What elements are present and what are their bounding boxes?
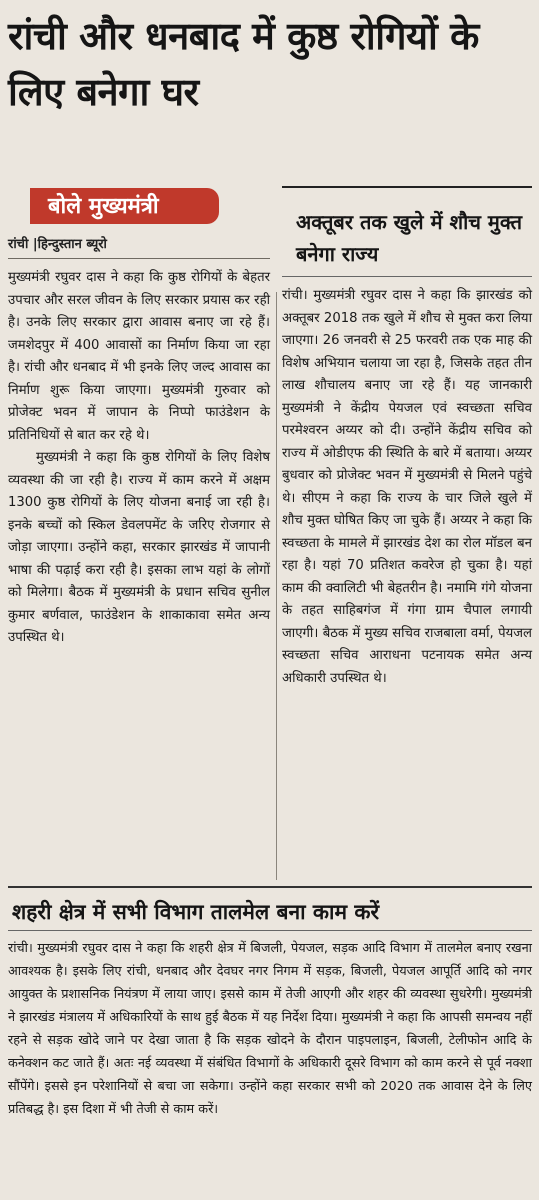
left-paragraph-1: मुख्यमंत्री रघुवर दास ने कहा कि कुष्ठ रोगियों के बेहतर उपचार और सरल जीवन के लिए सरकार प्रयास कर रही है। उनके लिए सरकार द्वारा आवास बनाए जा रहे हैं। जमशेदपुर में 400 आवासों का निर्माण किया जा रहा है। रांची और धनबाद में भी इनके लिए जल्द आवास का निर्माण शुरू किया जाएगा। मुख्यमंत्री गुरुवार को प्रोजेक्ट भवन में जापान के निप्पो फाउंडेशन के प्रतिनिधियों से बात कर रहे थे। bbox=[8, 270, 270, 443]
headline: रांची और धनबाद में कुष्ठ रोगियों के लिए बनेगा घर bbox=[8, 14, 479, 114]
box-top-rule bbox=[282, 186, 532, 188]
bottom-story-title: शहरी क्षेत्र में सभी विभाग तालमेल बना काम करें bbox=[12, 900, 380, 924]
bottom-story bbox=[8, 894, 532, 1121]
column-divider bbox=[276, 292, 277, 880]
box-title-rule bbox=[282, 276, 532, 277]
left-paragraph-2: मुख्यमंत्री ने कहा कि कुष्ठ रोगियों के लिए विशेष व्यवस्था की जा रही है। राज्य में काम करने में अक्षम 1300 कुष्ठ रोगियों के लिए योजना बनाई जा रही है। इनके बच्चों को स्किल डेवलपमेंट के जरिए रोजगार से जोड़ा जाएगा। उन्होंने कहा, सरकार झारखंड में जापानी भाषा की पढ़ाई करा रही है। इसका लाभ यहां के लोगों को मिलेगा। बैठक में मुख्यमंत्री के प्रधान सचिव सुनील कुमार बर्णवाल, फाउंडेशन के शाकाकावा समेत अन्य उपस्थित थे। bbox=[8, 450, 270, 645]
section-label: बोले मुख्यमंत्री bbox=[30, 188, 219, 224]
right-column bbox=[282, 186, 532, 881]
byline: रांची |हिन्दुस्तान ब्यूरो bbox=[8, 234, 270, 259]
left-column bbox=[8, 186, 270, 881]
bottom-title-rule bbox=[8, 930, 532, 931]
bottom-story-body: रांची। मुख्यमंत्री रघुवर दास ने कहा कि शहरी क्षेत्र में बिजली, पेयजल, सड़क आदि विभाग में तालमेल बनाए रखना आवश्यक है। इसके लिए रांची, धनबाद और देवघर नगर निगम में सड़क, बिजली, पेयजल आपूर्ति आदि को नगर आयुक्त के प्रशासनिक नियंत्रण में लाया जाए। इससे काम में तेजी आएगी और शहर की व्यवस्था सुधरेगी। मुख्यमंत्री ने झारखंड मंत्रालय में अधिकारियों के साथ हुई बैठक में यह निर्देश दिया। मुख्यमंत्री ने कहा कि आपसी समन्वय नहीं रहने से सड़क खोदे जाने पर देखा जाता है कि सड़क खोदने के दौरान पाइपलाइन, बिजली, टेलीफोन आदि के कनेक्शन कट जाते हैं। अतः नई व्यवस्था में संबंधित विभागों के अधिकारी दूसरे विभाग को काम करने से पूर्व नक्शा सौंपेंगे। इससे इन परेशानियों से बचा जा सकेगा। उन्होंने कहा सरकार सभी को 2020 तक आवास देने के लिए प्रतिबद्ध है। इस दिशा में भी तेजी से काम करें। bbox=[8, 941, 532, 1117]
section-top-rule bbox=[8, 886, 532, 888]
side-story-title: अक्तूबर तक खुले में शौच मुक्त बनेगा राज्य bbox=[296, 210, 523, 266]
side-story-body: रांची। मुख्यमंत्री रघुवर दास ने कहा कि झारखंड को अक्तूबर 2018 तक खुले में शौच से मुक्त करा लिया जाएगा। 26 जनवरी से 25 फरवरी तक एक माह की विशेष अभियान चलाया जा रहा है, जिसके तहत तीन लाख शौचालय बनाए जा रहे हैं। यह जानकारी मुख्यमंत्री ने केंद्रीय पेयजल एवं स्वच्छता सचिव परमेश्वरन अय्यर को दी। उन्होंने केंद्रीय सचिव को राज्य में ओडीएफ की स्थिति के बारे में बताया। अय्यर बुधवार को प्रोजेक्ट भवन में मुख्यमंत्री से मिलने पहुंचे थे। सीएम ने कहा कि राज्य के चार जिले खुले में शौच मुक्त घोषित किए जा चुके हैं। अय्यर ने कहा कि स्वच्छता के मामले में झारखंड देश का रोल मॉडल बन रहा है। यहां 70 प्रतिशत कवरेज हो चुका है। यहां काम की क्वालिटी भी बेहतरीन है। नमामि गंगे योजना के तहत साहिबगंज में गंगा ग्राम चैपाल लगायी जाएगी। बैठक में मुख्य सचिव राजबाला वर्मा, पेयजल स्वच्छता सचिव आराधना पटनायक समेत अन्य अधिकारी उपस्थित थे। bbox=[282, 288, 532, 686]
